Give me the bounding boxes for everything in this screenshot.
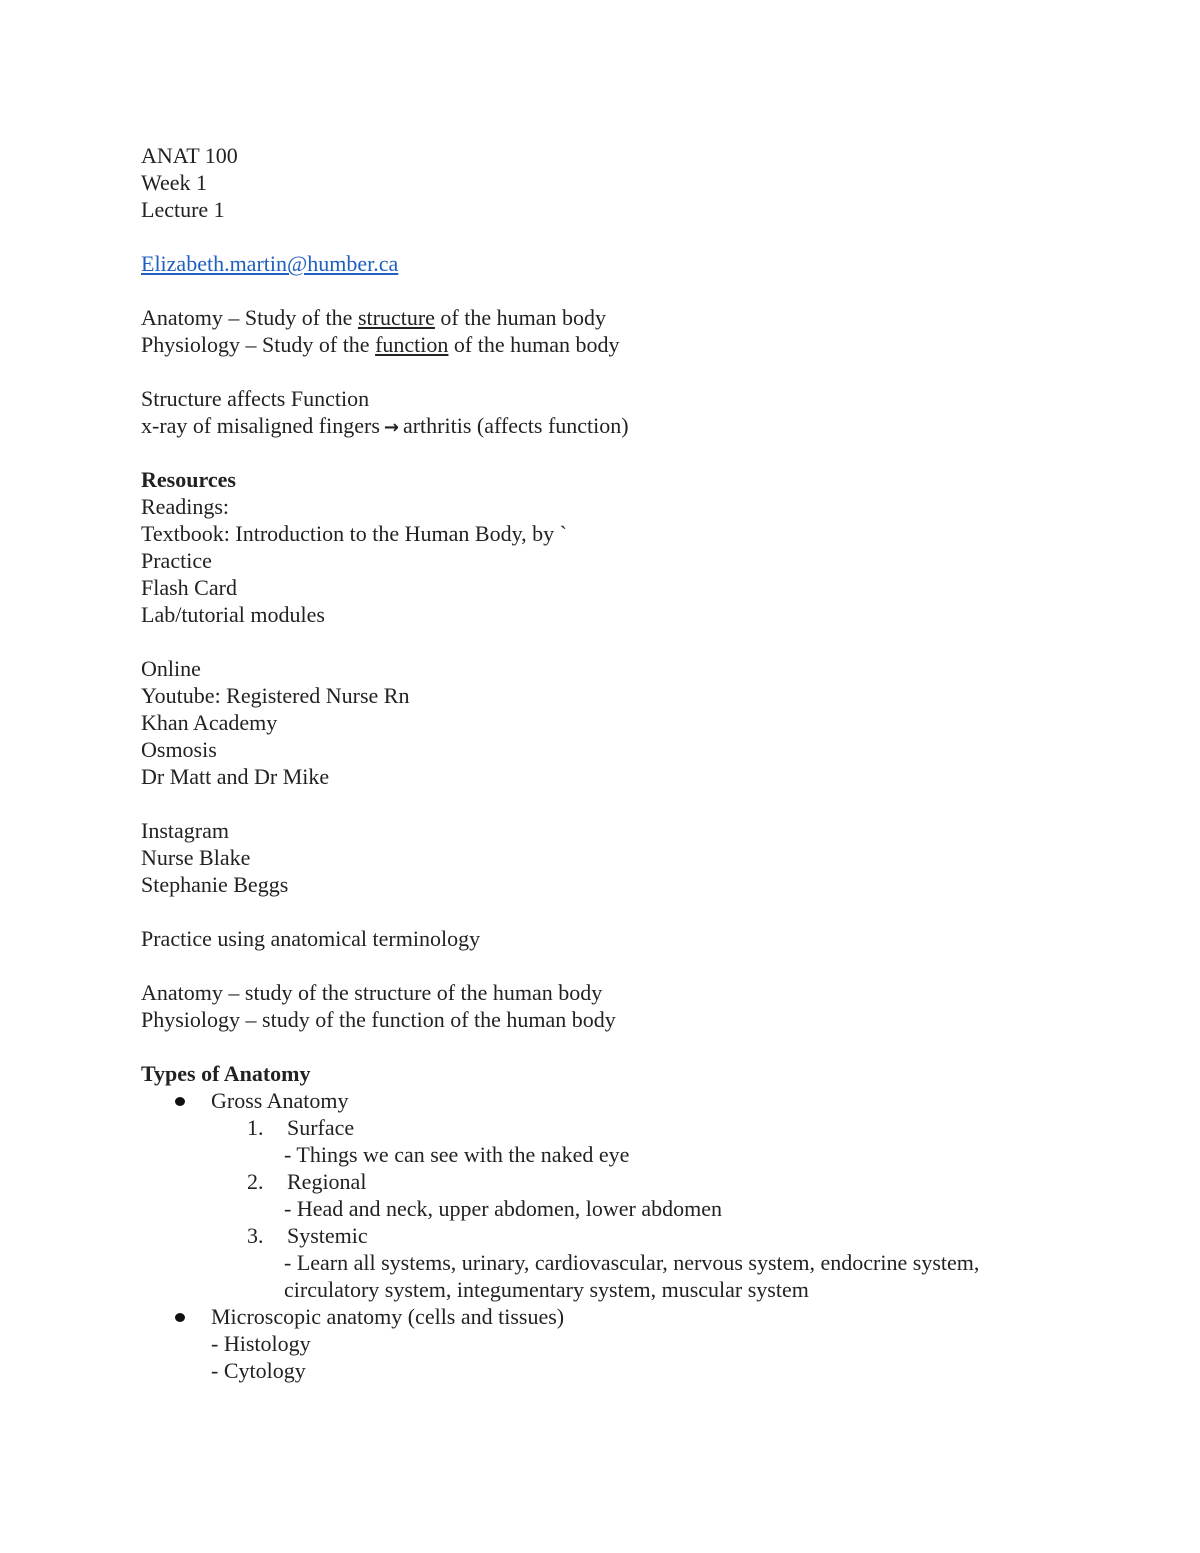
anatomy-prefix: Anatomy – Study of the — [141, 305, 358, 330]
instagram-item: Stephanie Beggs — [141, 872, 289, 897]
week-label: Week 1 — [141, 170, 208, 195]
spacer — [141, 628, 1101, 655]
email-row — [141, 250, 1101, 277]
spacer — [141, 898, 1101, 925]
instructor-email-link[interactable]: Elizabeth.martin@humber.ca — [141, 251, 399, 276]
spacer — [141, 223, 1101, 250]
bullet-icon — [175, 1313, 185, 1322]
practice-note: Practice using anatomical terminology — [141, 926, 481, 951]
list-number: 1. — [247, 1115, 264, 1140]
anatomy-keyword: structure — [357, 305, 435, 330]
resource-item: Flash Card — [141, 575, 237, 600]
list-item — [141, 1222, 1101, 1249]
list-item-label: Surface — [287, 1115, 355, 1140]
spacer — [141, 1033, 1101, 1060]
gross-anatomy-label: Gross Anatomy — [211, 1088, 349, 1113]
spacer — [141, 952, 1101, 979]
anatomy-definition — [141, 304, 1101, 331]
spacer — [141, 277, 1101, 304]
types-heading: Types of Anatomy — [141, 1061, 311, 1086]
course-code: ANAT 100 — [141, 143, 238, 168]
document-page — [141, 142, 1101, 1384]
physiology-suffix: of the human body — [448, 332, 620, 357]
list-item — [141, 1303, 1101, 1330]
list-item — [141, 1168, 1101, 1195]
physiology-prefix: Physiology – Study of the — [141, 332, 376, 357]
bullet-icon — [175, 1097, 185, 1106]
physiology-keyword: function — [375, 332, 449, 357]
anatomy-definition-repeat: Anatomy – study of the structure of the human body — [141, 980, 603, 1005]
structure-function-title: Structure affects Function — [141, 386, 370, 411]
list-number: 3. — [247, 1223, 264, 1248]
list-item-detail: - Histology — [211, 1331, 311, 1356]
list-number: 2. — [247, 1169, 264, 1194]
physiology-definition-repeat: Physiology – study of the function of the human body — [141, 1007, 616, 1032]
list-item-detail: - Cytology — [211, 1358, 306, 1383]
list-item — [141, 1114, 1101, 1141]
instagram-item: Nurse Blake — [141, 845, 251, 870]
list-item-detail: - Learn all systems, urinary, cardiovascular, nervous system, endocrine system, — [284, 1250, 980, 1275]
anatomy-suffix: of the human body — [434, 305, 606, 330]
microscopic-anatomy-label: Microscopic anatomy (cells and tissues) — [211, 1304, 565, 1329]
lecture-label: Lecture 1 — [141, 197, 225, 222]
resources-heading: Resources — [141, 467, 236, 492]
list-item-label: Systemic — [287, 1223, 368, 1248]
structure-function-example — [141, 412, 1101, 439]
example-left: x-ray of misaligned fingers — [141, 413, 380, 438]
list-item-detail: - Head and neck, upper abdomen, lower abdomen — [284, 1196, 723, 1221]
list-item-detail: circulatory system, integumentary system, muscular system — [284, 1277, 809, 1302]
resource-item: Practice — [141, 548, 212, 573]
physiology-definition — [141, 331, 1101, 358]
online-item: Osmosis — [141, 737, 217, 762]
right-arrow-icon: → — [383, 417, 399, 438]
list-item-label: Regional — [287, 1169, 367, 1194]
resource-item: Readings: — [141, 494, 229, 519]
example-right: arthritis (affects function) — [402, 413, 629, 438]
resource-item: Textbook: Introduction to the Human Body, by ` — [141, 521, 567, 546]
online-heading: Online — [141, 656, 201, 681]
list-item — [141, 1087, 1101, 1114]
instagram-heading: Instagram — [141, 818, 229, 843]
spacer — [141, 358, 1101, 385]
online-item: Dr Matt and Dr Mike — [141, 764, 330, 789]
online-item: Khan Academy — [141, 710, 278, 735]
spacer — [141, 790, 1101, 817]
spacer — [141, 439, 1101, 466]
resource-item: Lab/tutorial modules — [141, 602, 325, 627]
list-item-detail: - Things we can see with the naked eye — [284, 1142, 630, 1167]
online-item: Youtube: Registered Nurse Rn — [141, 683, 410, 708]
